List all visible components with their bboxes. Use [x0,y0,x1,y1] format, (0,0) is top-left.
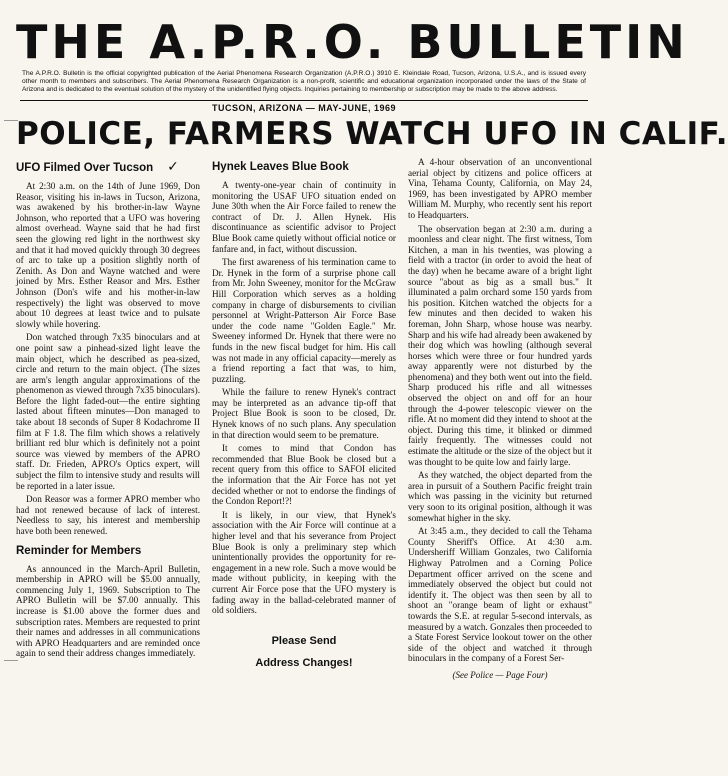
main-headline: POLICE, FARMERS WATCH UFO IN CALIF. [16,116,728,152]
paragraph: The observation began at 2:30 a.m. during a moonless and clear night. The first witness, Tom Kitchen, a man in his twenties, was plowing a field with a tractor (in order to avoid the heat of the day) when he became aware of a bright light source "about as big as a small bus." It illuminated a palm orchard some 150 yards from his position. Kitchen watched the objects for a few minutes and then decided to waken his foreman, John Sharp, whose house was nearby. Sharp and his wife had already been awakened by their dog which was howling (although several horses which were three or four hundred yards away apparently were not disturbed by the phenomena) and they both went out into the field. Sharp produced his rifle and all witnesses observed the object on and off for an hour through the 4-power telescopic viewer on the rifle. At no moment did they intend to shoot at the object. During this time, it blinked or dimmed fairly frequently. The witnesses could not estimate the altitude or the size of the object but it was thought to be quite low and fairly large. [408,223,592,467]
paragraph: At 3:45 a.m., they decided to call the Tehama County Sheriff's Office. At 4:30 a.m. Undersheriff William Gonzales, two California Highway Patrolmen and a Corning Police Department officer arrived on the scene and immediately observed the object but could not identify it. The object was then seen by all to shoot an "orange beam of light or exhaust" towards the S.E. at regular 5-second intervals, as measured by a watch. Gonzales then proceeded to a State Forest Service lookout tower on the other side of the object and watched it through binoculars in the company of a Forest Ser- [408,526,592,664]
column-1 [16,157,200,680]
paragraph: Don watched through 7x35 binoculars and at one point saw a pinhead-sized light leave the main object, which he described as pea-sized, circle and return to the main object. (The sizes are arm's length angular approximations of the phenomenon as viewed through 7x35 binoculars). Before the light faded-out—the entire sighting lasted about fifteen minutes—Don managed to take about 18 seconds of Super 8 Kodachrome II film at F 1.8. The film which shows a relatively brilliant red blur which is definitely not a point source was viewed by members of the APRO staff. Dr. Frieden, APRO's Optics expert, will subject the film to intensive study and results will be reported in a later issue. [16,332,200,491]
bulletin-page [16,14,728,770]
notice-line: Please Send [271,634,337,647]
punch-mark [4,660,18,662]
notice-line: Address Changes! [255,656,353,669]
paragraph: At 2:30 a.m. on the 14th of June 1969, Don Reasor, visiting his in-laws in Tucson, Arizona, was awakened by his brother-in-law Wayne Johnson, who reported that a UFO was hovering almost overhead. Wayne said that he had first seen the glowing red light in the northwest sky and that it had moved quickly through 30 degrees of arc to take up a position slightly north of Zenith. As Don and Wayne watched and were joined by Mrs. Esther Reasor and Mrs. Esther Johnson (Don's wife and his mother-in-law respectively) the light was observed to move about 10 degrees at least twice and to pulsate slowly while hovering. [16,181,200,329]
paragraph: As announced in the March-April Bulletin, membership in APRO will be $5.00 annually, commencing July 1, 1969. Subscription to The APRO Bulletin will be $7.00 annually. This increase is $1.00 above the former dues and subscription rates. Members are requested to print their names and addresses in all communications with APRO Headquarters and are reminded once again to send their address changes immediately. [16,563,200,659]
divider-rule [20,100,588,101]
masthead-title: THE A.P.R.O. BULLETIN [16,15,689,69]
paragraph: A twenty-one-year chain of continuity in monitoring the USAF UFO situation ended on June 30th when the Air Force failed to renew the contract of Dr. J. Allen Hynek. His discontinuance as scientific advisor to Project Blue Book came quietly without official notice or fanfare and, in fact, without discussion. [212,180,396,254]
article-heading-ufo-filmed [16,161,200,175]
column-2 [212,157,396,680]
paragraph: A 4-hour observation of an unconventional aerial object by citizens and police officers at Vina, Tehama County, California, on May 24, 1969, has been investigated by APRO member William M. Murphy, who recently sent his report to Headquarters. [408,157,592,220]
paragraph: While the failure to renew Hynek's contract may be interpreted as an advance tip-off that Project Blue Book is soon to be closed, Dr. Hynek knows of no such plans. Any speculation in that direction would seem to be premature. [212,387,396,440]
address-change-notice [212,630,396,674]
article-heading-hynek: Hynek Leaves Blue Book [212,161,349,173]
punch-mark [4,120,18,122]
publisher-blurb: The A.P.R.O. Bulletin is the official copyrighted publication of the Aerial Phenomena Research Organization (A.P.R.O.) 3910 E. Kleindale Road, Tucson, Arizona, U.S.A., and is issued every other month to members and subscribers. The Aerial Phenomena Research Organization is a non-profit, scientific and educational organization incorporated under the laws of the State of Arizona and is dedicated to the eventual solution of the mystery of the unidentified flying objects. Inquiries pertaining to membership or subscription may be made to the above address. [22,70,586,93]
article-columns [16,157,592,680]
paragraph: It comes to mind that Condon has recommended that Blue Book be closed but a recent query from this office to SAFOI elicited the information that the Air Force has not yet decided whether or not to endorse the findings of the Condon Report!?! [212,443,396,507]
paragraph: It is likely, in our view, that Hynek's association with the Air Force will continue at a higher level and that his severance from Project Blue Book is only a preliminary step which unintentionally provides the opportunity for re-engagement in a new role. Such a move would be made without publicity, in keeping with the current Air Force pose that the UFO mystery is fading away in the ballad-celebrated manner of old soldiers. [212,509,396,616]
checkmark-mark: ✓ [167,159,179,175]
paragraph: As they watched, the object departed from the area in pursuit of a Southern Pacific freight train which was passing in the vicinity but returned very soon to its original position, although it was somewhat higher in the sky. [408,470,592,523]
paragraph: Don Reasor was a former APRO member who had not renewed because of lack of interest. Needless to say, his interest and membership have both been renewed. [16,494,200,536]
article-heading-text: UFO Filmed Over Tucson [16,162,154,174]
paragraph: The first awareness of his termination came to Dr. Hynek in the form of a surprise phone call from Mr. John Sweeney, monitor for the McGraw Hill Corporation which serves as a holding company in charge of disbursements to civilian personnel at Wright-Patterson Air Force Base under the code name "Golden Eagle." Mr. Sweeney informed Dr. Hynek that there were no funds in the new fiscal budget for him. His call was not made in any official capacity—merely as a friend reporting a fact that was, to him, puzzling. [212,257,396,384]
dateline: TUCSON, ARIZONA — MAY-JUNE, 1969 [211,103,397,113]
column-3 [408,157,592,680]
article-heading-reminder: Reminder for Members [16,544,142,557]
continued-reference: (See Police — Page Four) [452,669,548,680]
